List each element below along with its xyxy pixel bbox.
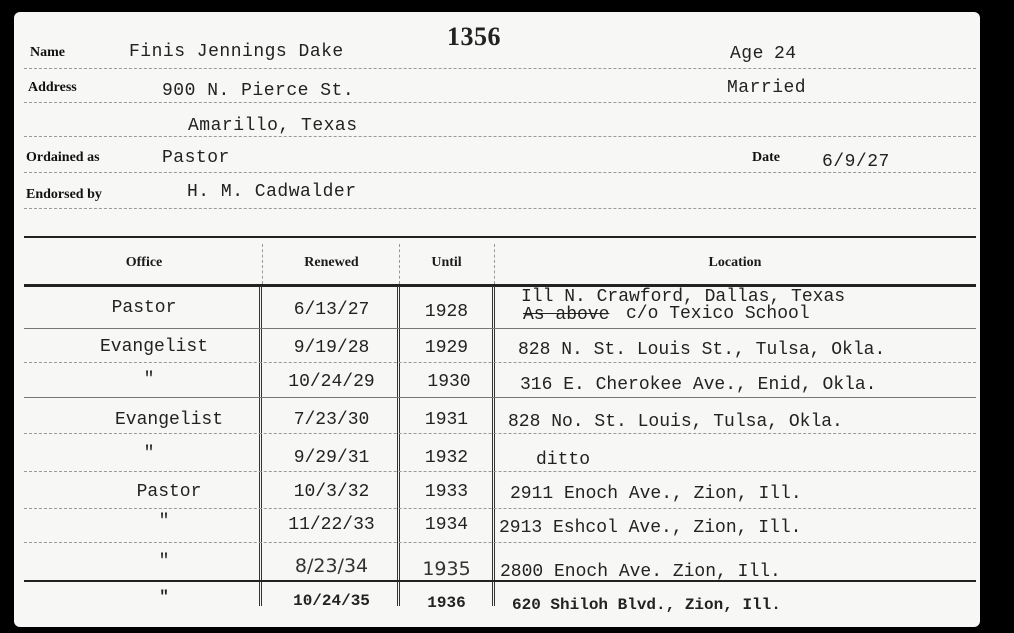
rule-ordained [24, 172, 976, 173]
table-row-until: 1931 [424, 410, 469, 430]
rule-address [24, 102, 976, 103]
table-row-renewed: 9/29/31 [293, 448, 370, 468]
table-row-renewed: 10/24/29 [288, 372, 375, 392]
table-row-office: " [158, 512, 170, 532]
table-row-location-struck: As above [523, 305, 610, 325]
ordination-record-card [14, 12, 980, 627]
table-row-office: " [143, 444, 155, 464]
row-divider [24, 508, 976, 509]
table-row-location: 316 E. Cherokee Ave., Enid, Okla. [520, 375, 877, 395]
column-header-until: Until [431, 255, 462, 270]
name-label: Name [30, 45, 65, 60]
date-value: 6/9/27 [822, 152, 890, 172]
row-divider [24, 433, 976, 434]
endorsed-value: H. M. Cadwalder [187, 182, 357, 202]
age-label: Age [730, 44, 764, 64]
table-row-until: 1935 [422, 558, 471, 580]
address-label: Address [28, 80, 77, 95]
date-label: Date [752, 150, 780, 165]
card-number: 1356 [447, 22, 501, 51]
table-row-renewed: 11/22/33 [288, 515, 375, 535]
address-line2: Amarillo, Texas [188, 116, 358, 136]
table-top-rule [24, 236, 976, 238]
table-row-office: Pastor [111, 298, 177, 318]
table-row-location: Ill N. Crawford, Dallas, Texas [521, 287, 846, 307]
table-row-renewed: 10/24/35 [293, 592, 370, 610]
rule-address2 [24, 136, 976, 137]
table-row-until: 1934 [424, 515, 469, 535]
table-row-office: Evangelist [99, 337, 209, 357]
table-row-until: 1936 [427, 594, 466, 612]
rule-name [24, 68, 976, 69]
table-row-until: 1932 [424, 448, 469, 468]
col-divider-1-header [262, 244, 263, 284]
col-divider-3-header [494, 244, 495, 284]
table-row-location: 2911 Enoch Ave., Zion, Ill. [510, 484, 802, 504]
table-row-until: 1928 [424, 302, 469, 322]
table-row-renewed: 10/3/32 [293, 482, 370, 502]
table-row-office: Pastor [136, 482, 202, 502]
table-row-location: ditto [536, 450, 591, 470]
table-row-location: 828 No. St. Louis, Tulsa, Okla. [508, 412, 843, 432]
marital-status: Married [727, 78, 807, 98]
column-header-office: Office [125, 255, 163, 270]
row-divider [24, 542, 976, 543]
table-row-office: " [143, 370, 155, 390]
table-row-office: " [158, 552, 170, 572]
table-row-until: 1930 [427, 372, 471, 392]
col-divider-2-header [399, 244, 400, 284]
name-value: Finis Jennings Dake [129, 42, 344, 62]
table-row-until: 1933 [424, 482, 469, 502]
row-divider [24, 471, 976, 472]
table-row-renewed: 9/19/28 [293, 338, 370, 358]
table-row-office: " [159, 588, 169, 606]
table-row-location: 2800 Enoch Ave. Zion, Ill. [500, 562, 781, 582]
address-line1: 900 N. Pierce St. [162, 81, 355, 101]
row-divider [24, 362, 976, 363]
rule-endorsed [24, 208, 976, 209]
row-divider [24, 397, 976, 398]
ordained-label: Ordained as [26, 150, 100, 165]
table-row-renewed: 8/23/34 [294, 555, 369, 577]
table-row-renewed: 7/23/30 [293, 410, 370, 430]
table-row-renewed: 6/13/27 [293, 300, 370, 320]
ordained-value: Pastor [162, 148, 230, 168]
table-row-until: 1929 [424, 338, 469, 358]
column-header-renewed: Renewed [304, 255, 359, 270]
age-value: 24 [774, 44, 797, 64]
table-row-office: Evangelist [114, 410, 224, 430]
row-divider [24, 328, 976, 329]
table-row-location: 620 Shiloh Blvd., Zion, Ill. [512, 596, 781, 614]
table-row-location: 2913 Eshcol Ave., Zion, Ill. [499, 518, 802, 538]
table-row-location: 828 N. St. Louis St., Tulsa, Okla. [518, 340, 886, 360]
column-header-location: Location [708, 255, 762, 270]
table-row-location-line2: c/o Texico School [626, 304, 810, 324]
endorsed-label: Endorsed by [26, 187, 102, 202]
